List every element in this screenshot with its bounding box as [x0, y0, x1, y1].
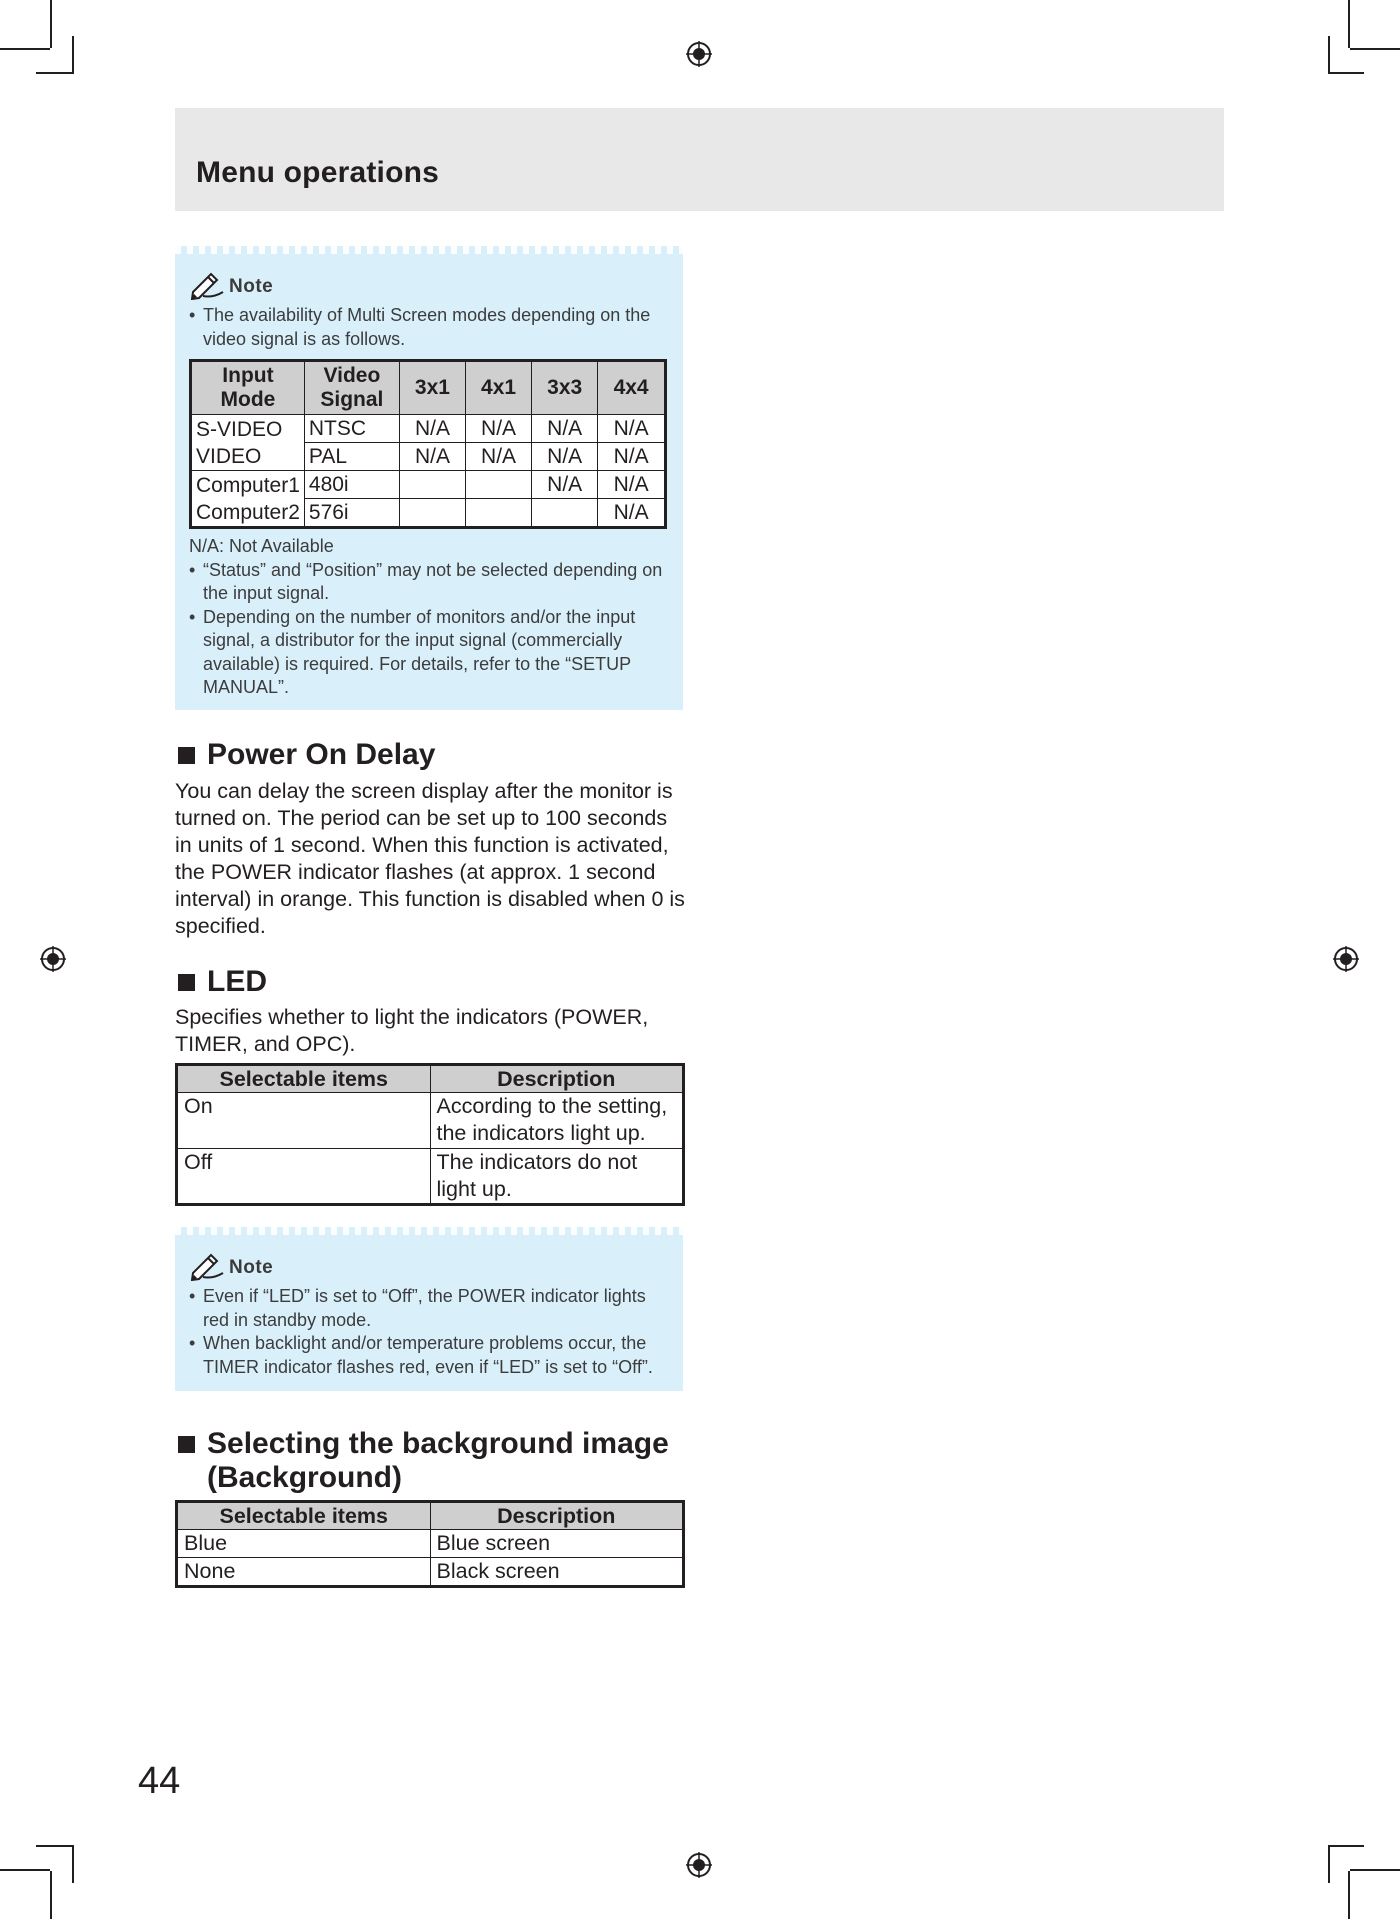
availability-cell: N/A [598, 415, 666, 443]
note-header [189, 1247, 669, 1281]
option-item: On [177, 1093, 431, 1149]
page-number: 44 [138, 1760, 181, 1802]
input-mode: Computer1 [196, 474, 300, 497]
table-row [191, 471, 666, 499]
power-on-delay-text: You can delay the screen display after the monitor is turned on. The period can be set up to 100 seconds in units of 1 second. When this function is activated, the POWER indicator flashes (at approx. 1 second interval) in orange. This function is disabled when 0 is specified. [175, 779, 685, 938]
note-bullet: • Even if “LED” is set to “Off”, the POWER indicator lights red in standby mode. [189, 1286, 646, 1330]
note-bullet: • Depending on the number of monitors and/or the input signal, a distributor for the input signal (commercially available) is required. For details, refer to the “SETUP MANUAL”. [189, 606, 636, 697]
availability-cell [466, 499, 532, 528]
multi-screen-table [189, 359, 667, 529]
option-description: Black screen [430, 1558, 684, 1587]
square-bullet-icon [178, 1436, 195, 1453]
input-mode: VIDEO [196, 445, 262, 468]
video-signal: NTSC [304, 415, 399, 443]
column-header: 4x4 [598, 361, 666, 415]
note-bullet: • When backlight and/or temperature problems occur, the TIMER indicator flashes red, even if “LED” is set to “Off”. [189, 1333, 653, 1377]
column-header: Video Signal [304, 361, 399, 415]
table-row [177, 1093, 684, 1149]
pencil-icon [189, 1249, 227, 1281]
column-header: Selectable items [177, 1502, 431, 1530]
table-row [177, 1149, 684, 1205]
video-signal: PAL [304, 443, 399, 471]
note-header [189, 266, 669, 300]
video-signal: 576i [304, 499, 399, 528]
section-heading-led: LED [175, 965, 267, 999]
availability-cell: N/A [532, 471, 598, 499]
column-header: Description [430, 1502, 684, 1530]
column-header: Description [430, 1065, 684, 1093]
note-box-led [175, 1227, 683, 1391]
note-intro: • The availability of Multi Screen modes depending on the video signal is as follows. [189, 305, 651, 349]
registration-mark-icon [686, 1852, 712, 1878]
availability-cell [399, 499, 465, 528]
led-options-table [175, 1063, 685, 1206]
table-header-row [191, 361, 666, 415]
availability-cell: N/A [399, 443, 465, 471]
table-row [191, 415, 666, 443]
availability-cell: N/A [466, 415, 532, 443]
note-box-multi-screen [175, 246, 683, 710]
option-description: According to the setting, the indicators light up. [430, 1093, 684, 1149]
na-legend: N/A: Not Available [189, 536, 334, 556]
pencil-icon [189, 268, 227, 300]
option-description: The indicators do not light up. [430, 1149, 684, 1205]
header-band [175, 108, 1224, 211]
column-header: 3x1 [399, 361, 465, 415]
column-header: 4x1 [466, 361, 532, 415]
table-header-row [177, 1065, 684, 1093]
availability-cell [466, 471, 532, 499]
input-mode: S-VIDEO [196, 418, 283, 441]
note-bullet: • “Status” and “Position” may not be selected depending on the input signal. [189, 559, 663, 603]
input-mode-cell [191, 471, 305, 528]
availability-cell: N/A [532, 443, 598, 471]
availability-cell: N/A [399, 415, 465, 443]
video-signal: 480i [304, 471, 399, 499]
table-header-row [177, 1502, 684, 1530]
availability-cell: N/A [598, 471, 666, 499]
note-label: Note [229, 276, 274, 297]
section-heading-background: Selecting the background image (Background) [175, 1427, 669, 1495]
option-item: None [177, 1558, 431, 1587]
note-label: Note [229, 1257, 274, 1278]
availability-cell: N/A [532, 415, 598, 443]
page-title: Menu operations [196, 156, 440, 189]
input-mode-cell [191, 415, 305, 471]
column-header: Input Mode [191, 361, 305, 415]
table-row [177, 1558, 684, 1587]
availability-cell: N/A [598, 499, 666, 528]
column-header: Selectable items [177, 1065, 431, 1093]
square-bullet-icon [178, 974, 195, 991]
registration-mark-icon [40, 946, 66, 972]
option-item: Blue [177, 1530, 431, 1558]
square-bullet-icon [178, 747, 195, 764]
section-heading-power-on-delay: Power On Delay [175, 738, 435, 772]
registration-mark-icon [1333, 946, 1359, 972]
availability-cell [399, 471, 465, 499]
registration-mark-icon [686, 41, 712, 67]
led-description: Specifies whether to light the indicators (POWER, TIMER, and OPC). [175, 1005, 649, 1056]
availability-cell [532, 499, 598, 528]
option-item: Off [177, 1149, 431, 1205]
availability-cell: N/A [466, 443, 532, 471]
table-row [177, 1530, 684, 1558]
availability-cell: N/A [598, 443, 666, 471]
column-header: 3x3 [532, 361, 598, 415]
input-mode: Computer2 [196, 501, 300, 524]
background-options-table [175, 1500, 685, 1588]
option-description: Blue screen [430, 1530, 684, 1558]
